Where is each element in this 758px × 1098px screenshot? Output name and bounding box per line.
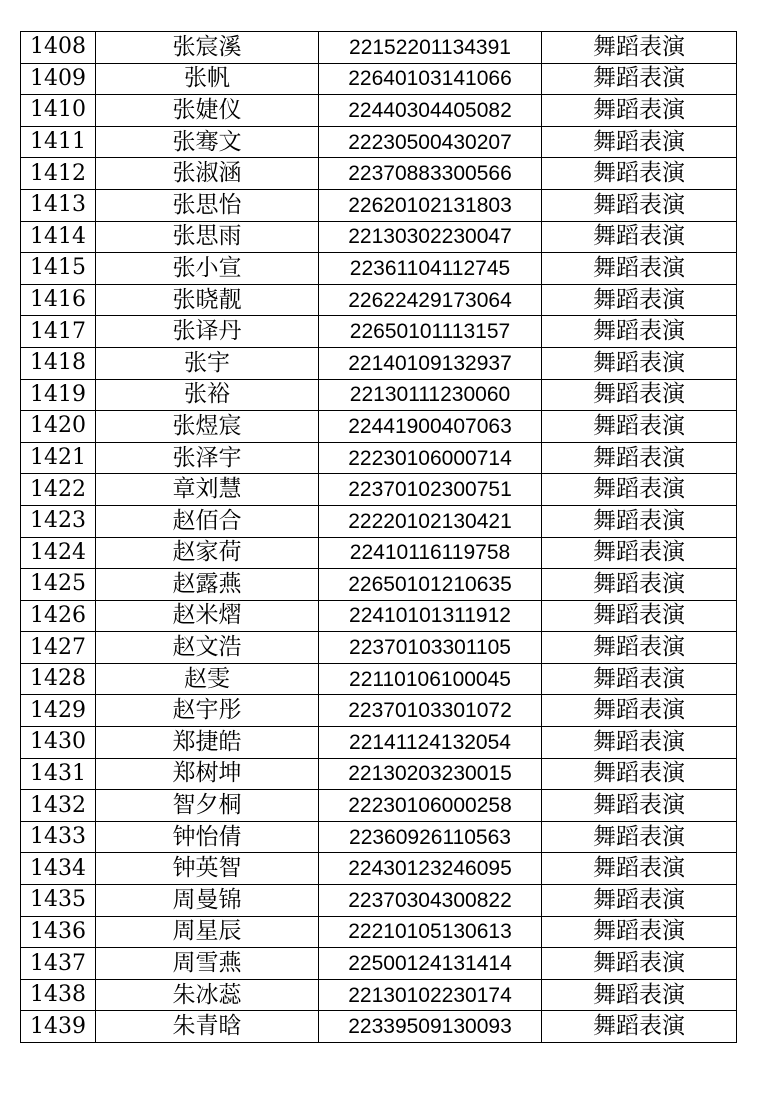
exam-id-cell: 22650101210635 [319,569,542,601]
exam-id-cell: 22130203230015 [319,758,542,790]
major-cell: 舞蹈表演 [542,253,737,285]
exam-id-cell: 22650101113157 [319,316,542,348]
exam-id-cell: 22360926110563 [319,821,542,853]
major-cell: 舞蹈表演 [542,916,737,948]
student-name-cell: 周雪燕 [96,948,319,980]
exam-id-cell: 22220102130421 [319,505,542,537]
table-row [21,821,737,853]
student-name-cell: 智夕桐 [96,790,319,822]
serial-number-cell: 1429 [21,695,96,727]
student-name-cell: 赵文浩 [96,632,319,664]
roster-table-body [21,32,737,1043]
major-cell: 舞蹈表演 [542,790,737,822]
serial-number-cell: 1408 [21,32,96,64]
table-row [21,189,737,221]
exam-id-cell: 22370103301105 [319,632,542,664]
serial-number-cell: 1409 [21,63,96,95]
student-name-cell: 郑树坤 [96,758,319,790]
table-row [21,95,737,127]
student-name-cell: 赵宇彤 [96,695,319,727]
table-row [21,253,737,285]
major-cell: 舞蹈表演 [542,979,737,1011]
serial-number-cell: 1434 [21,853,96,885]
major-cell: 舞蹈表演 [542,632,737,664]
table-row [21,695,737,727]
student-name-cell: 章刘慧 [96,474,319,506]
student-name-cell: 张小宣 [96,253,319,285]
serial-number-cell: 1433 [21,821,96,853]
table-row [21,284,737,316]
table-row [21,790,737,822]
table-row [21,758,737,790]
exam-id-cell: 22152201134391 [319,32,542,64]
student-name-cell: 钟怡倩 [96,821,319,853]
student-name-cell: 张裕 [96,379,319,411]
exam-id-cell: 22440304405082 [319,95,542,127]
exam-id-cell: 22410101311912 [319,600,542,632]
serial-number-cell: 1428 [21,663,96,695]
table-row [21,853,737,885]
serial-number-cell: 1426 [21,600,96,632]
serial-number-cell: 1421 [21,442,96,474]
major-cell: 舞蹈表演 [542,537,737,569]
table-row [21,537,737,569]
major-cell: 舞蹈表演 [542,758,737,790]
exam-id-cell: 22230106000258 [319,790,542,822]
major-cell: 舞蹈表演 [542,727,737,759]
table-row [21,221,737,253]
serial-number-cell: 1411 [21,126,96,158]
student-name-cell: 朱青晗 [96,1011,319,1043]
table-row [21,569,737,601]
exam-id-cell: 22410116119758 [319,537,542,569]
student-name-cell: 张骞文 [96,126,319,158]
exam-id-cell: 22361104112745 [319,253,542,285]
table-row [21,663,737,695]
serial-number-cell: 1414 [21,221,96,253]
exam-id-cell: 22622429173064 [319,284,542,316]
table-row [21,1011,737,1043]
student-name-cell: 张思雨 [96,221,319,253]
exam-id-cell: 22130111230060 [319,379,542,411]
major-cell: 舞蹈表演 [542,158,737,190]
serial-number-cell: 1437 [21,948,96,980]
exam-id-cell: 22640103141066 [319,63,542,95]
serial-number-cell: 1427 [21,632,96,664]
serial-number-cell: 1439 [21,1011,96,1043]
major-cell: 舞蹈表演 [542,316,737,348]
exam-id-cell: 22130102230174 [319,979,542,1011]
student-name-cell: 周曼锦 [96,885,319,917]
table-row [21,474,737,506]
major-cell: 舞蹈表演 [542,600,737,632]
student-name-cell: 赵露燕 [96,569,319,601]
major-cell: 舞蹈表演 [542,885,737,917]
student-name-cell: 张帆 [96,63,319,95]
major-cell: 舞蹈表演 [542,853,737,885]
table-row [21,347,737,379]
exam-id-cell: 22230500430207 [319,126,542,158]
serial-number-cell: 1410 [21,95,96,127]
student-name-cell: 张晓靓 [96,284,319,316]
exam-id-cell: 22370883300566 [319,158,542,190]
student-name-cell: 赵佰合 [96,505,319,537]
student-name-cell: 张泽宇 [96,442,319,474]
exam-id-cell: 22130302230047 [319,221,542,253]
student-name-cell: 张宇 [96,347,319,379]
serial-number-cell: 1418 [21,347,96,379]
major-cell: 舞蹈表演 [542,95,737,127]
student-name-cell: 张宸溪 [96,32,319,64]
exam-id-cell: 22339509130093 [319,1011,542,1043]
table-row [21,916,737,948]
table-row [21,948,737,980]
major-cell: 舞蹈表演 [542,63,737,95]
table-row [21,126,737,158]
major-cell: 舞蹈表演 [542,221,737,253]
serial-number-cell: 1432 [21,790,96,822]
student-name-cell: 钟英智 [96,853,319,885]
serial-number-cell: 1423 [21,505,96,537]
serial-number-cell: 1412 [21,158,96,190]
major-cell: 舞蹈表演 [542,189,737,221]
table-row [21,979,737,1011]
exam-id-cell: 22140109132937 [319,347,542,379]
serial-number-cell: 1436 [21,916,96,948]
major-cell: 舞蹈表演 [542,569,737,601]
major-cell: 舞蹈表演 [542,347,737,379]
table-row [21,63,737,95]
exam-id-cell: 22500124131414 [319,948,542,980]
student-name-cell: 张思怡 [96,189,319,221]
table-row [21,632,737,664]
student-name-cell: 张译丹 [96,316,319,348]
exam-id-cell: 22370103301072 [319,695,542,727]
serial-number-cell: 1419 [21,379,96,411]
serial-number-cell: 1424 [21,537,96,569]
major-cell: 舞蹈表演 [542,474,737,506]
student-name-cell: 赵米熠 [96,600,319,632]
exam-id-cell: 22430123246095 [319,853,542,885]
table-row [21,505,737,537]
serial-number-cell: 1438 [21,979,96,1011]
table-row [21,32,737,64]
table-row [21,442,737,474]
exam-id-cell: 22210105130613 [319,916,542,948]
table-row [21,158,737,190]
table-row [21,600,737,632]
student-name-cell: 郑捷皓 [96,727,319,759]
student-name-cell: 赵雯 [96,663,319,695]
student-name-cell: 张煜宸 [96,411,319,443]
serial-number-cell: 1415 [21,253,96,285]
serial-number-cell: 1420 [21,411,96,443]
major-cell: 舞蹈表演 [542,821,737,853]
exam-id-cell: 22230106000714 [319,442,542,474]
student-name-cell: 朱冰蕊 [96,979,319,1011]
major-cell: 舞蹈表演 [542,695,737,727]
major-cell: 舞蹈表演 [542,32,737,64]
table-row [21,885,737,917]
table-row [21,316,737,348]
major-cell: 舞蹈表演 [542,411,737,443]
serial-number-cell: 1435 [21,885,96,917]
roster-table [20,31,737,1043]
table-row [21,379,737,411]
table-row [21,411,737,443]
serial-number-cell: 1425 [21,569,96,601]
student-name-cell: 张婕仪 [96,95,319,127]
serial-number-cell: 1431 [21,758,96,790]
serial-number-cell: 1413 [21,189,96,221]
major-cell: 舞蹈表演 [542,948,737,980]
major-cell: 舞蹈表演 [542,1011,737,1043]
major-cell: 舞蹈表演 [542,663,737,695]
table-row [21,727,737,759]
exam-id-cell: 22370102300751 [319,474,542,506]
major-cell: 舞蹈表演 [542,284,737,316]
serial-number-cell: 1422 [21,474,96,506]
serial-number-cell: 1416 [21,284,96,316]
major-cell: 舞蹈表演 [542,126,737,158]
major-cell: 舞蹈表演 [542,505,737,537]
serial-number-cell: 1430 [21,727,96,759]
exam-id-cell: 22110106100045 [319,663,542,695]
major-cell: 舞蹈表演 [542,379,737,411]
exam-id-cell: 22141124132054 [319,727,542,759]
student-name-cell: 周星辰 [96,916,319,948]
exam-id-cell: 22441900407063 [319,411,542,443]
major-cell: 舞蹈表演 [542,442,737,474]
student-name-cell: 张淑涵 [96,158,319,190]
student-name-cell: 赵家荷 [96,537,319,569]
exam-id-cell: 22370304300822 [319,885,542,917]
serial-number-cell: 1417 [21,316,96,348]
exam-id-cell: 22620102131803 [319,189,542,221]
